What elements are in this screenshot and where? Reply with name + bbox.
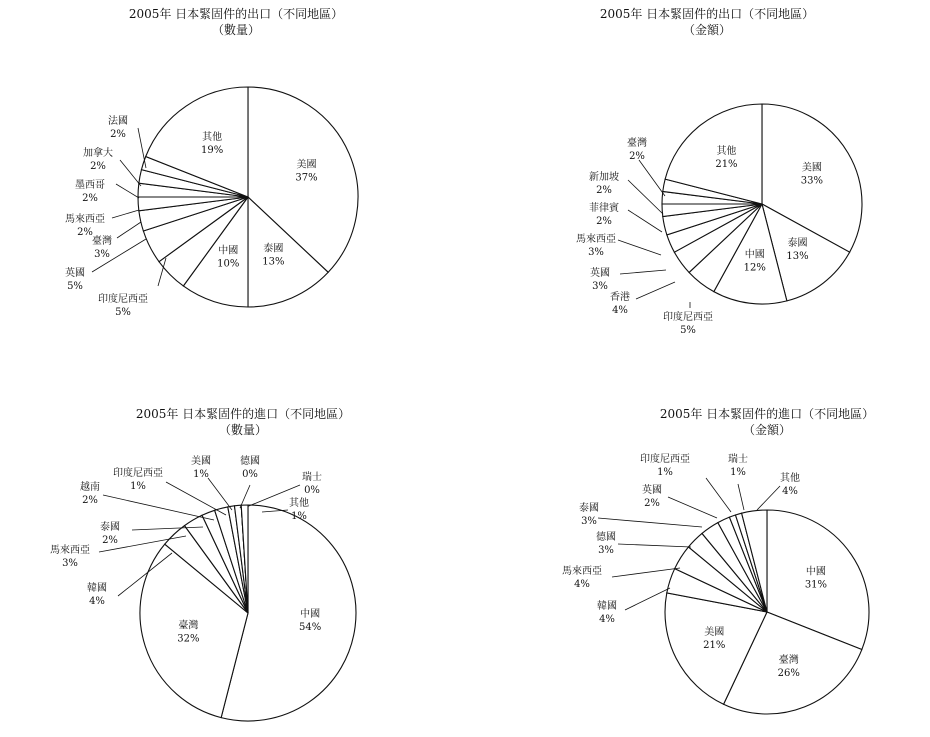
slice-value: 21% [715,159,738,171]
slice-value: 37% [295,172,318,184]
slice-label: 香港 [610,292,630,303]
slice-value: 3% [598,545,614,556]
slice-value: 13% [786,250,809,262]
slice-label: 泰國 [263,243,284,255]
slice-label: 德國 [240,456,260,467]
slice-label: 印度尼西亞 [663,312,713,323]
slice-label: 泰國 [100,522,120,533]
slice-value: 21% [703,639,726,651]
slice-label: 韓國 [87,583,107,594]
slice-value: 13% [262,256,285,268]
slice-label: 德國 [596,532,616,543]
slice-label: 其他 [202,132,223,144]
slice-label: 臺灣 [178,620,199,632]
pie-chart-1 [65,6,358,318]
slice-value: 2% [596,216,612,227]
slice-value: 12% [743,262,766,274]
leader-line [639,160,665,196]
slice-value: 10% [217,258,240,270]
slice-label: 馬來西亞 [50,545,90,556]
leader-line [706,478,731,512]
slice-label: 馬來西亞 [562,566,602,577]
slice-value: 3% [588,247,604,258]
slice-label: 越南 [80,482,100,493]
chart-subtitle: （數量） [211,23,261,37]
leader-line [625,588,670,610]
slice-label: 英國 [642,485,662,496]
slice-value: 5% [67,281,83,292]
slice-value: 1% [657,467,673,478]
leader-line [628,180,663,214]
leader-line [757,486,780,510]
slice-label: 英國 [590,268,610,279]
slice-value: 33% [800,175,824,187]
chart-subtitle: （金額） [742,423,792,437]
slice-value: 31% [804,579,828,591]
chart-title: 2005年 日本緊固件的出口（不同地區） [128,7,344,21]
slice-label: 美國 [801,162,822,174]
pie-chart-4 [562,406,874,714]
slice-label: 韓國 [597,601,617,612]
slice-value: 1% [730,467,746,478]
slice-value: 4% [612,305,628,316]
slice-value: 2% [629,151,645,162]
pie-chart-2 [576,6,862,336]
slice-value: 0% [304,485,320,496]
leader-line [618,240,661,255]
slice-value: 5% [680,325,696,336]
slice-label: 墨西哥 [75,180,105,191]
slice-label: 其他 [289,498,309,509]
slice-label: 中國 [744,249,765,261]
slice-label: 英國 [65,268,85,279]
chart-title: 2005年 日本緊固件的進口（不同地區） [135,407,351,421]
slice-value: 5% [115,307,131,318]
slice-label: 美國 [296,159,317,171]
slice-label: 泰國 [787,237,808,249]
slice-label: 臺灣 [627,138,647,149]
slice-label: 泰國 [579,503,599,514]
slice-label: 臺灣 [92,236,112,247]
slice-label: 美國 [704,626,725,638]
slice-value: 2% [102,535,118,546]
slice-value: 2% [82,193,98,204]
slice-label: 瑞士 [728,454,748,465]
slice-value: 3% [94,249,110,260]
slice-value: 4% [782,486,798,497]
pie-chart-3 [50,406,356,721]
slice-value: 4% [599,614,615,625]
leader-line [116,184,139,198]
leader-line [112,210,139,218]
slice-label: 法國 [108,116,128,127]
leader-line [620,270,666,274]
slice-label: 菲律賓 [589,203,619,214]
leader-line [612,568,680,577]
slice-label: 印度尼西亞 [98,294,148,305]
slice-label: 美國 [191,456,211,467]
slice-value: 0% [242,469,258,480]
slice-value: 1% [130,481,146,492]
leader-line [208,478,232,510]
leader-line [598,518,702,527]
leader-line [628,210,662,232]
slice-value: 4% [574,579,590,590]
slice-value: 2% [596,185,612,196]
slice-value: 19% [201,145,224,157]
leader-line [166,482,226,515]
leader-line [103,495,214,520]
slice-label: 新加坡 [589,172,619,183]
slice-value: 26% [777,668,800,680]
slice-label: 馬來西亞 [65,214,105,225]
slice-value: 3% [62,558,78,569]
slice-label: 加拿大 [83,148,113,159]
slice-value: 1% [193,469,209,480]
slice-value: 1% [291,511,307,522]
slice-label: 中國 [805,566,826,578]
slice-value: 54% [299,621,322,633]
chart-title: 2005年 日本緊固件的出口（不同地區） [599,7,815,21]
slice-label: 其他 [780,473,800,484]
slice-value: 2% [644,498,660,509]
slice-label: 其他 [716,146,737,158]
leader-line [738,484,744,510]
slice-value: 2% [90,161,106,172]
leader-line [138,128,146,168]
slice-label: 中國 [218,245,239,257]
slice-value: 2% [82,495,98,506]
slice-value: 4% [89,596,105,607]
slice-value: 3% [581,516,597,527]
leader-line [668,497,717,518]
slice-label: 馬來西亞 [576,234,616,245]
leader-line [120,160,141,186]
slice-label: 瑞士 [302,472,322,483]
leader-line [618,544,691,547]
leader-line [117,222,141,238]
slice-value: 32% [177,633,200,645]
slice-label: 印度尼西亞 [113,468,163,479]
chart-subtitle: （金額） [682,23,732,37]
slice-label: 印度尼西亞 [640,454,690,465]
slice-label: 中國 [300,608,321,620]
slice-value: 2% [110,129,126,140]
slice-value: 2% [77,227,93,238]
leader-line [636,282,675,299]
slice-label: 臺灣 [778,655,799,667]
chart-title: 2005年 日本緊固件的進口（不同地區） [659,407,875,421]
chart-subtitle: （數量） [218,423,268,437]
slice-value: 3% [592,281,608,292]
